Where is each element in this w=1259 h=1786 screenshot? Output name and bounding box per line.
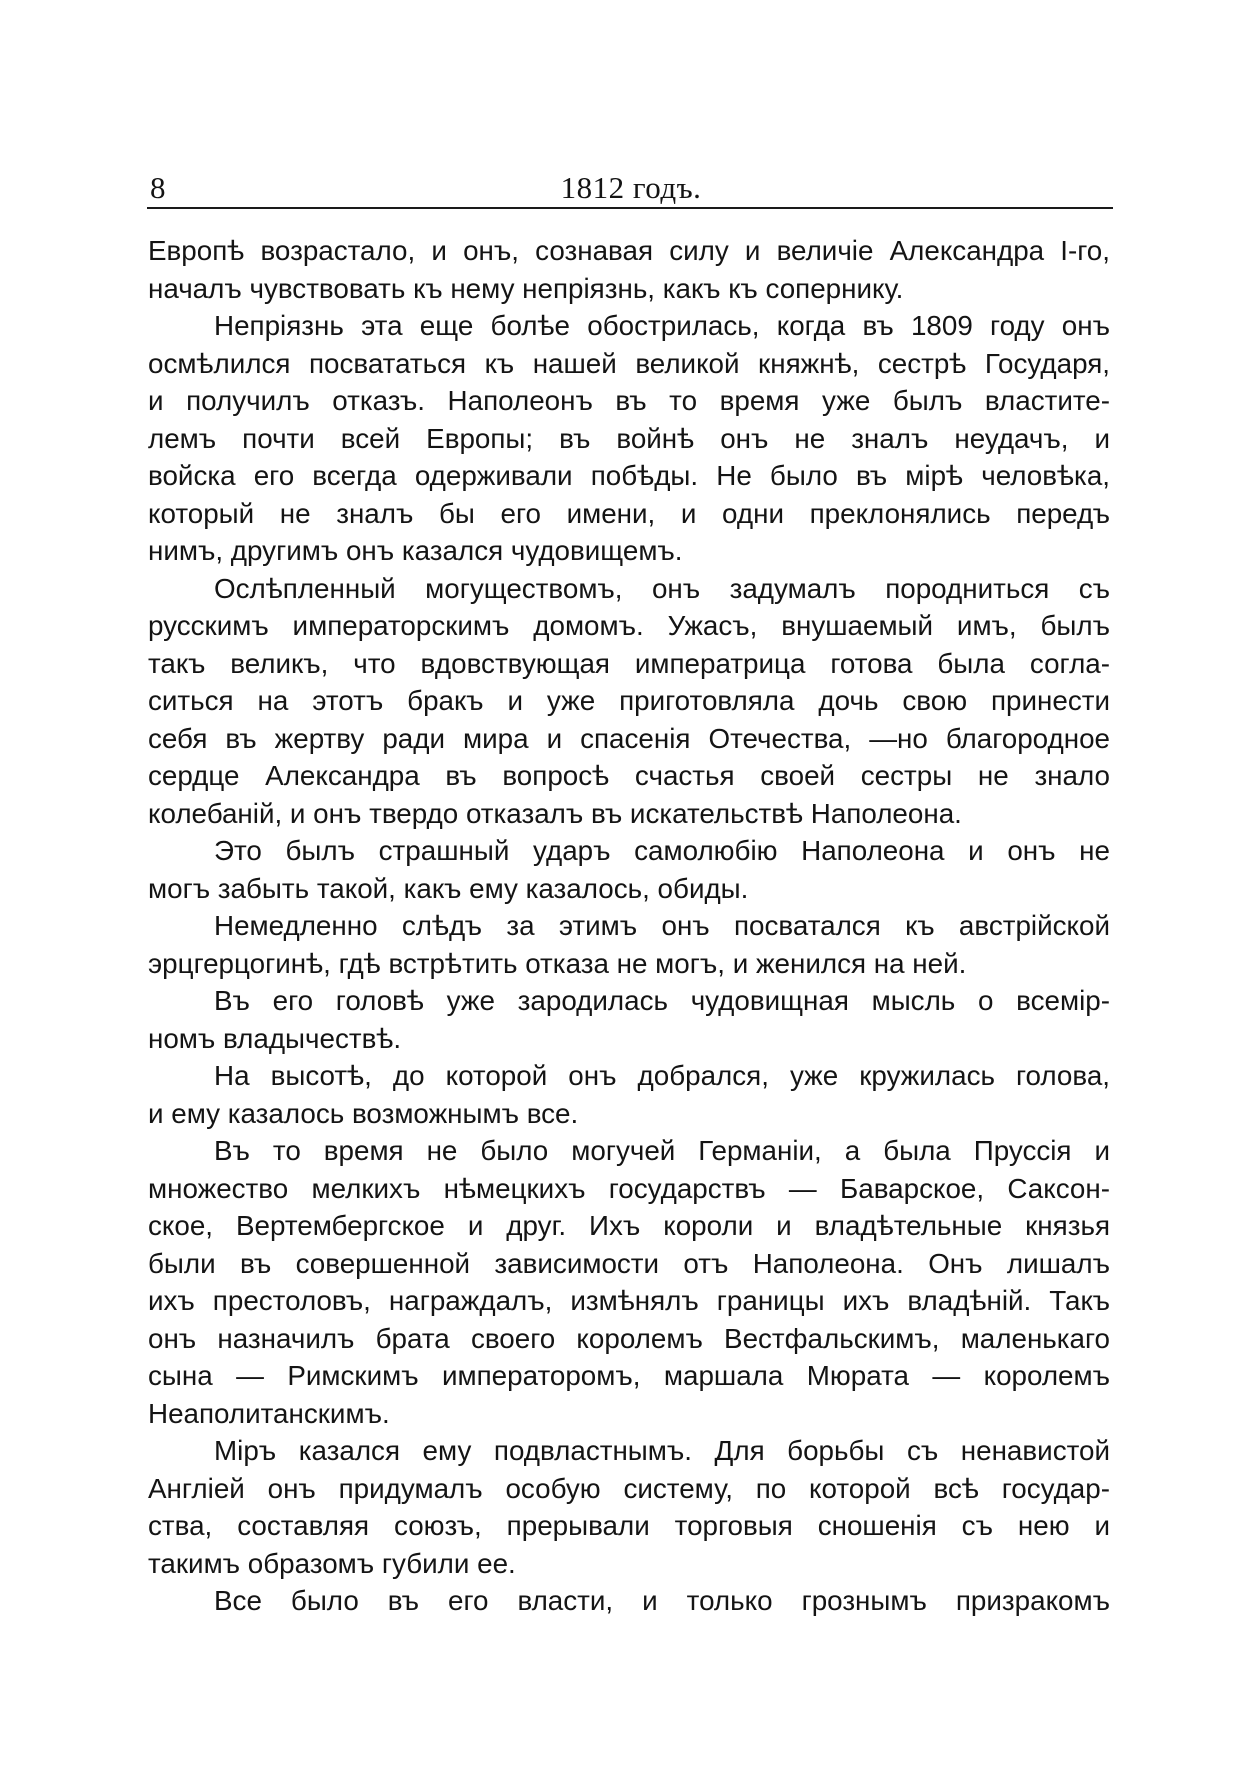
- text-line: сердце Александра въ вопросѣ счастья своей сестры не знало: [148, 760, 1110, 791]
- text-line: Немедленно слѣдъ за этимъ онъ посватался къ австрійской: [214, 910, 1110, 941]
- text-line: эрцгерцогинѣ, гдѣ встрѣтить отказа не могъ, и женился на ней.: [148, 947, 967, 979]
- text-line: Ослѣпленный могуществомъ, онъ задумалъ породниться съ: [214, 572, 1110, 604]
- paragraph: [148, 1132, 1110, 1432]
- text-line: Міръ казался ему подвластнымъ. Для борьбы съ ненавистой: [214, 1435, 1110, 1466]
- paragraph: [148, 1582, 1110, 1620]
- text-line: осмѣлился посвататься къ нашей великой княжнѣ, сестрѣ Государя,: [148, 347, 1110, 379]
- header-rule: [147, 207, 1113, 209]
- text-line: На высотѣ, до которой онъ добрался, уже кружилась голова,: [214, 1060, 1110, 1091]
- text-line: были въ совершенной зависимости отъ Наполеона. Онъ лишалъ: [148, 1247, 1110, 1279]
- text-line: себя въ жертву ради мира и спасенія Отечества, —но благородное: [148, 722, 1110, 754]
- text-line: Неаполитанскимъ.: [148, 1397, 390, 1429]
- paragraph: [148, 1432, 1110, 1582]
- text-line: войска его всегда одерживали побѣды. Не было въ мірѣ человѣка,: [148, 460, 1110, 491]
- text-line: русскимъ императорскимъ домомъ. Ужасъ, внушаемый имъ, былъ: [148, 610, 1110, 641]
- page-header: [150, 168, 1112, 210]
- paragraph: [148, 907, 1110, 982]
- text-line: ихъ престоловъ, награждалъ, измѣнялъ границы ихъ владѣній. Такъ: [148, 1285, 1110, 1316]
- text-line: который не зналъ бы его имени, и одни преклонялись передъ: [148, 497, 1110, 529]
- text-line: ситься на этотъ бракъ и уже приготовляла дочь свою принести: [148, 685, 1110, 716]
- page-number: 8: [150, 170, 166, 205]
- text-line: такимъ образомъ губили ее.: [148, 1547, 516, 1579]
- paragraph: [148, 232, 1110, 307]
- text-line: ское, Вертембергское и друг. Ихъ короли и владѣтельные князья: [148, 1210, 1110, 1241]
- text-line: Въ то время не было могучей Германіи, а была Пруссія и: [214, 1135, 1110, 1166]
- text-line: такъ великъ, что вдовствующая императрица готова была согла-: [148, 647, 1110, 679]
- text-line: Европѣ возрастало, и онъ, сознавая силу и величіе Александра I-го,: [148, 235, 1110, 266]
- paragraph: [148, 570, 1110, 833]
- text-line: Это былъ страшный ударъ самолюбію Наполеона и онъ не: [214, 835, 1110, 866]
- text-line: множество мелкихъ нѣмецкихъ государствъ — Баварское, Саксон-: [148, 1172, 1110, 1204]
- paragraph: [148, 307, 1110, 570]
- body-text: [148, 232, 1110, 1620]
- text-line: лемъ почти всей Европы; въ войнѣ онъ не зналъ неудачъ, и: [148, 422, 1110, 454]
- paragraph: [148, 982, 1110, 1057]
- paragraph: [148, 832, 1110, 907]
- running-title: 1812 годъ.: [560, 170, 702, 205]
- paragraph: [148, 1057, 1110, 1132]
- text-line: могъ забыть такой, какъ ему казалось, обиды.: [148, 872, 749, 904]
- text-line: и получилъ отказъ. Наполеонъ въ то время уже былъ властите-: [148, 385, 1110, 416]
- text-line: нимъ, другимъ онъ казался чудовищемъ.: [148, 535, 683, 566]
- text-line: сына — Римскимъ императоромъ, маршала Мюрата — королемъ: [148, 1360, 1110, 1391]
- text-line: и ему казалось возможнымъ все.: [148, 1097, 579, 1129]
- text-line: онъ назначилъ брата своего королемъ Вестфальскимъ, маленькаго: [148, 1322, 1110, 1354]
- text-line: Въ его головѣ уже зародилась чудовищная мысль о всемір-: [214, 985, 1110, 1016]
- text-line: номъ владычествѣ.: [148, 1022, 402, 1054]
- text-line: колебаній, и онъ твердо отказалъ въ искательствѣ Наполеона.: [148, 797, 962, 829]
- text-line: Все было въ его власти, и только грознымъ призракомъ: [214, 1585, 1110, 1616]
- text-line: Непріязнь эта еще болѣе обострилась, когда въ 1809 году онъ: [214, 310, 1110, 341]
- text-line: Англіей онъ придумалъ особую систему, по которой всѣ государ-: [148, 1472, 1110, 1504]
- text-line: ства, составляя союзъ, прерывали торговыя сношенія съ нею и: [148, 1510, 1110, 1541]
- text-line: началъ чувствовать къ нему непріязнь, какъ къ сопернику.: [148, 272, 904, 304]
